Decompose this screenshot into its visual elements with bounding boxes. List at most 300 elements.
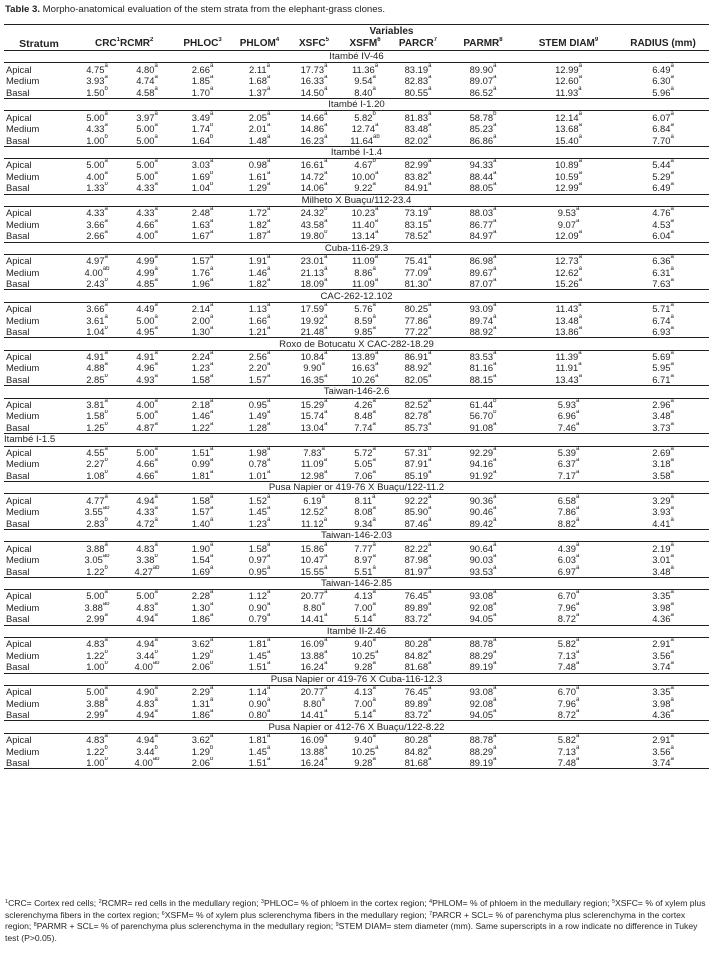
value-cell: [120, 446, 174, 458]
tukey-superscript: a: [104, 206, 108, 213]
tukey-superscript: a: [324, 505, 328, 512]
footnote-marker: 1: [5, 899, 9, 905]
cell-value: 1.70: [191, 86, 210, 98]
column-header: [446, 37, 520, 51]
table-row: [4, 757, 709, 769]
value-cell: [340, 230, 390, 242]
cell-value: 89.74: [469, 314, 494, 326]
cell-value: 94.33: [469, 159, 494, 171]
value-cell: [231, 230, 288, 242]
cell-value: 2.69: [652, 446, 671, 458]
tukey-superscript: a: [428, 733, 432, 740]
value-cell: [120, 171, 174, 183]
cell-value: 17.59: [300, 303, 325, 315]
cell-value: 5.71: [652, 303, 671, 315]
cell-value: 6.31: [652, 266, 671, 278]
value-cell: [120, 86, 174, 98]
cell-value: 13.86: [555, 326, 579, 338]
value-cell: [617, 638, 709, 650]
tukey-superscript: a: [266, 541, 271, 548]
value-cell: [390, 314, 446, 326]
stratum-cell: Apical: [6, 159, 32, 171]
cell-value: 89.19: [469, 661, 494, 673]
value-cell: [120, 661, 174, 673]
tukey-superscript: a: [428, 421, 432, 427]
cell-value: 92.08: [469, 601, 494, 613]
tukey-superscript: a: [154, 158, 158, 165]
tukey-superscript: b: [209, 649, 214, 655]
value-cell: [288, 517, 340, 529]
cell-value: 0.97: [248, 554, 267, 566]
cell-value: 7.70: [652, 134, 671, 146]
cell-value: 8.40: [354, 86, 373, 98]
column-header-footnote-marker: 3: [218, 37, 222, 43]
tukey-superscript: a: [266, 314, 271, 320]
tukey-superscript: a: [154, 266, 158, 272]
tukey-superscript: a: [670, 517, 674, 523]
tukey-superscript: a: [266, 708, 271, 715]
value-cell: [520, 278, 617, 290]
tukey-superscript: a: [493, 553, 497, 560]
value-cell: [120, 709, 174, 721]
cell-value: 91.08: [469, 421, 494, 433]
column-header: [74, 37, 120, 51]
tukey-superscript: a: [493, 254, 497, 261]
value-cell: [520, 182, 617, 194]
cell-value: 0.98: [248, 159, 267, 171]
value-cell: [617, 75, 709, 87]
value-cell: [446, 314, 520, 326]
tukey-superscript: a: [670, 325, 674, 332]
value-cell: [174, 458, 231, 470]
tukey-superscript: a: [266, 230, 271, 236]
value-cell: [231, 446, 288, 458]
tukey-superscript: a: [428, 697, 432, 703]
cell-value: 11.64: [350, 134, 374, 146]
value-cell: [174, 111, 231, 123]
tukey-superscript: b: [209, 182, 214, 188]
tukey-superscript: a: [209, 421, 214, 427]
tukey-superscript: b: [104, 565, 108, 571]
cell-value: 1.04: [86, 326, 105, 338]
value-cell: [231, 63, 288, 75]
cell-value: 1.29: [191, 745, 210, 757]
value-cell: [231, 374, 288, 386]
tukey-superscript: a: [104, 62, 108, 69]
cell-value: 12.09: [555, 230, 579, 242]
tukey-superscript: a: [493, 565, 497, 571]
value-cell: [120, 458, 174, 470]
stratum-cell: Basal: [4, 182, 74, 194]
tukey-superscript: a: [209, 708, 214, 715]
clone-group-row: [4, 625, 709, 637]
value-cell: [390, 590, 446, 602]
tukey-superscript: a: [209, 110, 214, 117]
tukey-superscript: a: [266, 685, 271, 692]
variables-header: Variables: [74, 25, 709, 38]
cell-value: 8.86: [354, 266, 373, 278]
tukey-superscript: a: [266, 565, 271, 571]
cell-value: 3.98: [652, 601, 671, 613]
tukey-superscript: a: [428, 613, 432, 619]
footnote-marker: 9: [335, 922, 339, 928]
value-cell: [617, 254, 709, 266]
cell-value: 1.81: [248, 638, 267, 650]
cell-value: 13.14: [351, 230, 376, 242]
cell-value: 76.45: [404, 686, 429, 698]
cell-value: 13.43: [555, 373, 579, 385]
tukey-superscript: b: [104, 517, 108, 523]
stratum-cell: Apical: [6, 350, 32, 362]
cell-value: 83.19: [404, 63, 429, 75]
cell-value: 89.90: [469, 63, 494, 75]
value-cell: [120, 362, 174, 374]
cell-value: 5.39: [557, 446, 576, 458]
value-cell: [231, 661, 288, 673]
cell-value: 3.18: [652, 458, 671, 470]
tukey-superscript: b: [209, 122, 214, 129]
cell-value: 2.29: [191, 686, 210, 698]
clone-group-name: CAC-262-12.102: [4, 290, 709, 302]
cell-value: 1.37: [248, 86, 267, 98]
cell-value: 1.25: [86, 421, 105, 433]
value-cell: [446, 590, 520, 602]
cell-value: 2.66: [191, 63, 210, 75]
cell-value: 10.26: [351, 373, 376, 385]
cell-value: 6.93: [652, 326, 671, 338]
tukey-superscript: a: [493, 505, 497, 512]
value-cell: [390, 230, 446, 242]
value-cell: [288, 111, 340, 123]
cell-value: 5.14: [354, 613, 373, 625]
tukey-superscript: b: [493, 398, 497, 404]
cell-value: 4.00: [134, 661, 153, 673]
stratum-cell: Basal: [4, 134, 74, 146]
value-cell: [390, 733, 446, 745]
tukey-superscript: a: [428, 134, 432, 140]
tukey-superscript: a: [266, 206, 271, 213]
value-cell: [174, 470, 231, 482]
cell-value: 11.43: [555, 303, 579, 315]
tukey-superscript: b: [372, 110, 376, 117]
tukey-superscript: a: [575, 697, 580, 703]
tukey-superscript: a: [578, 170, 582, 176]
value-cell: [520, 613, 617, 625]
tukey-superscript: b: [493, 110, 497, 117]
cell-value: 94.16: [469, 458, 494, 470]
tukey-superscript: a: [428, 469, 432, 475]
cell-value: 15.86: [300, 542, 325, 554]
tukey-superscript: a: [209, 362, 214, 368]
value-cell: [74, 362, 120, 374]
value-cell: [288, 470, 340, 482]
value-cell: [74, 565, 120, 577]
tukey-superscript: a: [428, 206, 432, 213]
cell-value: 1.46: [248, 266, 267, 278]
tukey-superscript: a: [154, 469, 158, 475]
value-cell: [446, 63, 520, 75]
tukey-superscript: a: [578, 325, 582, 332]
tukey-superscript: a: [670, 218, 674, 224]
cell-value: 10.00: [351, 170, 376, 182]
cell-value: 4.83: [86, 638, 105, 650]
tukey-superscript: b: [104, 86, 108, 92]
cell-value: 7.06: [354, 469, 373, 481]
value-cell: [446, 374, 520, 386]
value-cell: [617, 86, 709, 98]
value-cell: [174, 219, 231, 231]
cell-value: 1.57: [248, 373, 267, 385]
table-row: [4, 613, 709, 625]
cell-value: 78.52: [404, 230, 429, 242]
tukey-superscript: a: [372, 685, 376, 692]
cell-value: 2.06: [191, 757, 210, 769]
stratum-cell: Medium: [6, 75, 40, 87]
cell-value: 11.36: [351, 63, 375, 75]
value-cell: [340, 134, 390, 146]
table-row: [4, 171, 709, 183]
value-cell: [340, 182, 390, 194]
value-cell: [174, 590, 231, 602]
value-cell: [120, 650, 174, 662]
value-cell: [617, 134, 709, 146]
value-cell: [340, 171, 390, 183]
value-cell: [617, 685, 709, 697]
value-cell: [446, 326, 520, 338]
tukey-superscript: a: [428, 182, 432, 188]
cell-value: 2.01: [248, 123, 267, 135]
cell-value: 88.05: [469, 182, 494, 194]
value-cell: [446, 470, 520, 482]
value-cell: [120, 350, 174, 362]
tukey-superscript: a: [374, 62, 379, 69]
tukey-superscript: a: [266, 756, 271, 763]
table-footnote: [5, 898, 709, 944]
tukey-superscript: a: [372, 601, 376, 607]
tukey-superscript: a: [578, 230, 582, 236]
tukey-superscript: a: [493, 649, 497, 655]
cell-value: 91.92: [469, 469, 494, 481]
tukey-superscript: a: [154, 697, 158, 703]
tukey-superscript: a: [104, 708, 108, 715]
tukey-superscript: a: [670, 589, 674, 596]
tukey-superscript: a: [578, 158, 582, 165]
tukey-superscript: a: [493, 493, 497, 500]
value-cell: [174, 159, 231, 171]
tukey-superscript: a: [372, 182, 376, 188]
cell-value: 16.24: [300, 757, 325, 769]
cell-value: 1.69: [191, 565, 210, 577]
tukey-superscript: a: [428, 170, 432, 176]
cell-value: 1.22: [86, 745, 105, 757]
cell-value: 1.22: [86, 649, 105, 661]
cell-value: 89.07: [469, 75, 494, 87]
tukey-superscript: a: [428, 373, 432, 379]
value-cell: [390, 458, 446, 470]
tukey-superscript: a: [321, 697, 325, 703]
tukey-superscript: b: [324, 230, 328, 236]
value-cell: [288, 182, 340, 194]
cell-value: 7.63: [652, 278, 671, 290]
value-cell: [74, 506, 120, 518]
value-cell: [520, 171, 617, 183]
stratum-cell: Apical: [6, 111, 32, 123]
cell-value: 4.83: [136, 697, 155, 709]
cell-value: 86.86: [469, 134, 494, 146]
value-cell: [390, 362, 446, 374]
value-cell: [520, 602, 617, 614]
tukey-superscript: a: [266, 62, 270, 69]
cell-value: 84.91: [404, 182, 429, 194]
value-cell: [174, 254, 231, 266]
tukey-superscript: ab: [152, 565, 160, 571]
value-cell: [174, 757, 231, 769]
value-cell: [446, 685, 520, 697]
value-cell: [340, 123, 390, 135]
cell-value: 8.72: [557, 613, 576, 625]
value-cell: [446, 398, 520, 410]
cell-value: 90.03: [469, 554, 494, 566]
cell-value: 1.58: [86, 410, 105, 422]
tukey-superscript: a: [154, 362, 158, 368]
value-cell: [446, 554, 520, 566]
cell-value: 7.13: [557, 745, 576, 757]
value-cell: [120, 613, 174, 625]
column-header-name: PARMR: [463, 38, 500, 49]
value-cell: [446, 446, 520, 458]
table-row: [4, 266, 709, 278]
cell-value: 1.22: [191, 421, 210, 433]
value-cell: [231, 410, 288, 422]
tukey-superscript: a: [670, 110, 674, 117]
tukey-superscript: a: [493, 325, 497, 332]
value-cell: [120, 685, 174, 697]
tukey-superscript: b: [104, 458, 108, 464]
tukey-superscript: a: [104, 613, 108, 619]
tukey-superscript: a: [266, 350, 271, 356]
tukey-superscript: a: [209, 458, 214, 464]
stratum-cell: Apical: [6, 590, 32, 602]
value-cell: [446, 517, 520, 529]
footnote-marker: 5: [611, 899, 615, 905]
tukey-superscript: a: [154, 182, 158, 188]
value-cell: [340, 278, 390, 290]
column-header: [520, 37, 617, 51]
cell-value: 16.61: [300, 159, 325, 171]
value-cell: [520, 266, 617, 278]
stratum-cell: Apical: [6, 494, 32, 506]
table-row: [4, 182, 709, 194]
cell-value: 21.13: [300, 266, 325, 278]
cell-value: 1.29: [248, 182, 267, 194]
cell-value: 2.66: [86, 230, 105, 242]
value-cell: [231, 709, 288, 721]
cell-value: 4.95: [136, 326, 155, 338]
table-row: [4, 661, 709, 673]
value-cell: [74, 86, 120, 98]
cell-value: 3.61: [86, 314, 105, 326]
tukey-superscript: a: [428, 122, 432, 129]
value-cell: [520, 314, 617, 326]
tukey-superscript: a: [670, 421, 674, 427]
cell-value: 13.68: [555, 123, 579, 135]
value-cell: [288, 422, 340, 434]
cell-value: 3.93: [652, 506, 671, 518]
cell-value: 81.83: [404, 111, 429, 123]
tukey-superscript: a: [372, 697, 376, 703]
tukey-superscript: a: [493, 218, 497, 224]
cell-value: 18.09: [300, 278, 325, 290]
tukey-superscript: a: [372, 446, 376, 452]
tukey-superscript: a: [324, 469, 328, 475]
tukey-superscript: a: [372, 493, 376, 500]
tukey-superscript: a: [324, 277, 328, 284]
value-cell: [231, 506, 288, 518]
cell-value: 2.20: [248, 362, 267, 374]
tukey-superscript: b: [104, 182, 108, 188]
tukey-superscript: a: [578, 122, 582, 129]
tukey-superscript: a: [266, 218, 271, 224]
cell-value: 4.99: [136, 266, 155, 278]
value-cell: [231, 254, 288, 266]
tukey-superscript: a: [575, 541, 580, 548]
stratum-cell: Basal: [4, 565, 74, 577]
value-cell: [390, 745, 446, 757]
cell-value: 80.28: [404, 734, 429, 746]
value-cell: [390, 111, 446, 123]
value-cell: [446, 506, 520, 518]
cell-value: 2.91: [652, 638, 671, 650]
tukey-superscript: a: [209, 517, 214, 523]
value-cell: [446, 697, 520, 709]
tukey-superscript: a: [324, 314, 328, 320]
value-cell: [174, 278, 231, 290]
value-cell: [231, 86, 288, 98]
value-cell: [288, 565, 340, 577]
value-cell: [446, 278, 520, 290]
value-cell: [340, 446, 390, 458]
value-cell: [340, 326, 390, 338]
tukey-superscript: a: [575, 733, 580, 740]
cell-value: 3.38: [136, 554, 155, 566]
clone-group-row: [4, 338, 709, 350]
value-cell: [520, 506, 617, 518]
value-cell: [340, 709, 390, 721]
value-cell: [617, 278, 709, 290]
cell-value: 83.82: [404, 170, 429, 182]
column-header-footnote-marker: 9: [594, 37, 599, 43]
tukey-superscript: a: [578, 314, 582, 320]
value-cell: [340, 254, 390, 266]
tukey-superscript: a: [375, 745, 379, 751]
cell-value: 3.05: [84, 554, 103, 566]
tukey-superscript: a: [375, 362, 379, 368]
value-cell: [120, 757, 174, 769]
value-cell: [231, 697, 288, 709]
table-row: [4, 554, 709, 566]
cell-value: 14.50: [300, 86, 325, 98]
value-cell: [446, 565, 520, 577]
value-cell: [340, 517, 390, 529]
cell-value: 1.23: [191, 362, 210, 374]
footnote-text: XSFM= % of xylem plus sclerenchyma fibers in the medullary region;: [164, 909, 430, 920]
tukey-superscript: a: [154, 613, 158, 619]
value-cell: [288, 697, 340, 709]
cell-value: 4.87: [136, 421, 155, 433]
cell-value: 8.48: [354, 410, 373, 422]
cell-value: 2.05: [248, 111, 267, 123]
value-cell: [520, 230, 617, 242]
